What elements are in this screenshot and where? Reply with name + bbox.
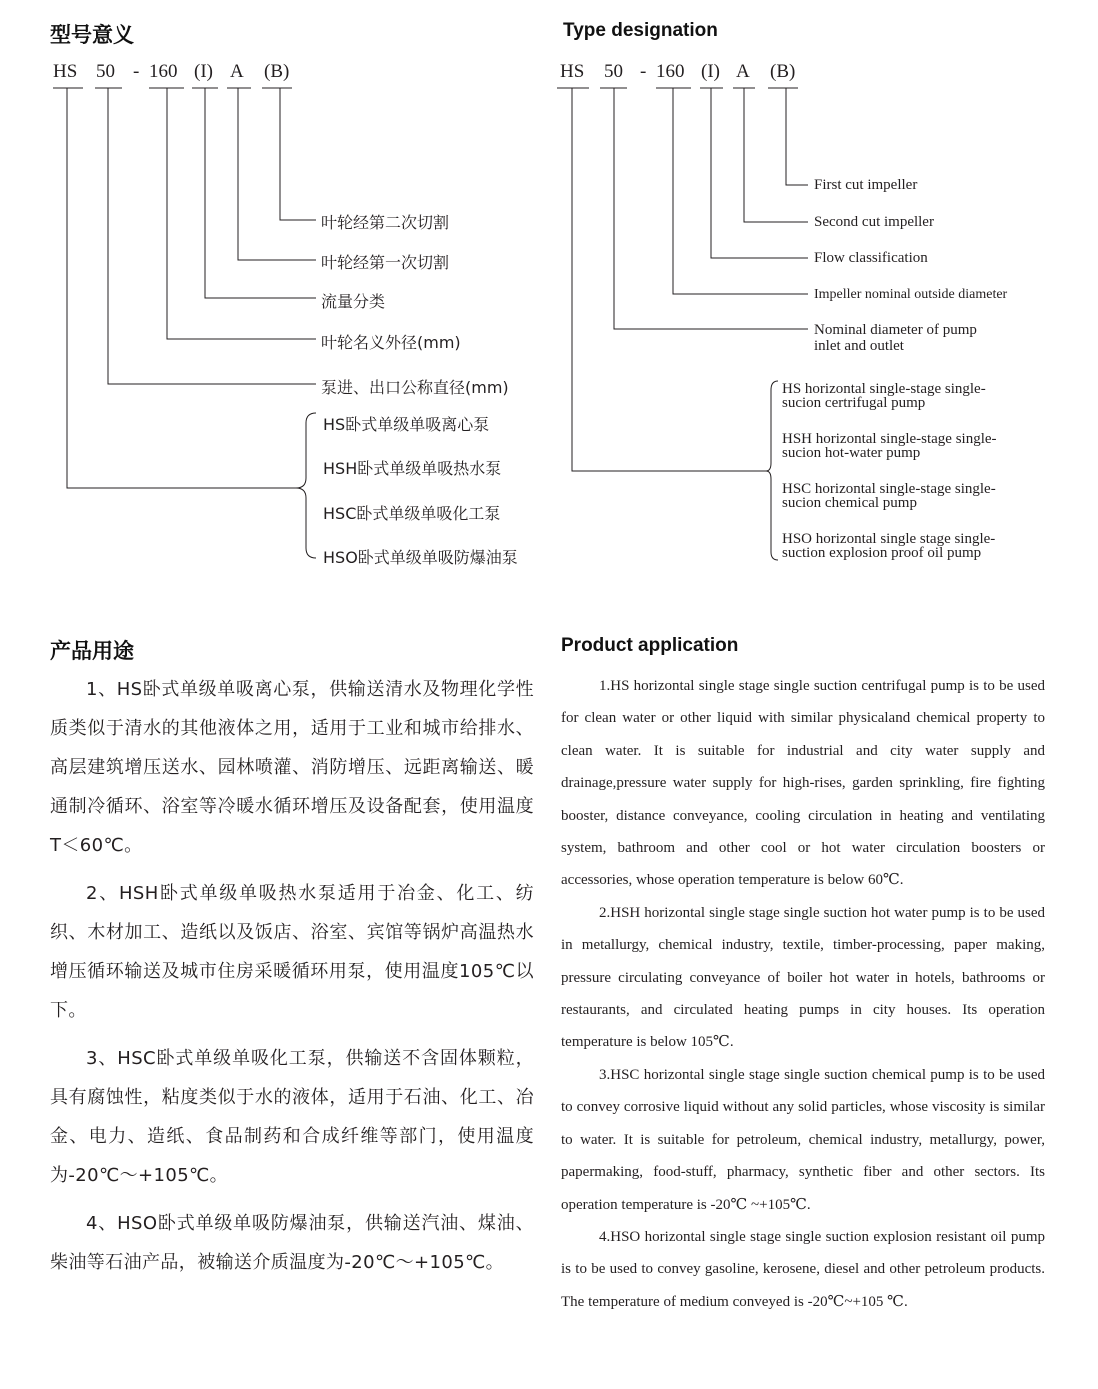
code-b: (B) — [264, 61, 290, 82]
type-hsh-en-1: HSH horizontal single-stage single- — [782, 431, 997, 447]
application-en-item-3: 3.HSC horizontal single stage single suction chemical pump is to be used to convey corrosive liquid without any solid particles, whose viscosity is similar to water. It is suitable for petroleum, chemical industry, metallurgy, power, papermaking, food-stuff, pharmacy, synthetic fiber and other sectors. Its operation temperature is -20℃ ~+105℃. — [561, 1066, 1045, 1213]
label-first-cut-en: First cut impeller — [814, 177, 918, 193]
label-flow-en: Flow classification — [814, 250, 928, 266]
type-hsc-en-2: sucion chemical pump — [782, 495, 917, 511]
label-second-cut-en: Second cut impeller — [814, 214, 934, 230]
type-hs-en-1: HS horizontal single-stage single- — [782, 381, 986, 397]
application-en-item-2: 2.HSH horizontal single stage single suction hot water pump is to be used in metallurgy, chemical industry, textile, timber-processing, paper making, pressure circulating conveyance of boiler hot water in hotels, bathrooms or restaurants, and circulated heating pumps in city houses. Its operation temperature is below 105℃. — [561, 904, 1045, 1051]
application-zh-item-4: 4、HSO卧式单级单吸防爆油泵，供输送汽油、煤油、柴油等石油产品，被输送介质温度为-20℃～+105℃。 — [50, 1213, 534, 1273]
label-flow-zh: 流量分类 — [321, 292, 386, 311]
application-heading-zh: 产品用途 — [50, 639, 134, 663]
code-dash: - — [133, 61, 140, 82]
code-a: A — [230, 61, 244, 82]
code-160: 160 — [149, 61, 178, 82]
code-b-en: (B) — [770, 61, 796, 82]
label-inlet-outlet-zh: 泵进、出口公称直径(mm) — [321, 378, 509, 397]
application-en-item-4: 4.HSO horizontal single stage single suction explosion resistant oil pump is to be used to convey gasoline, kerosene, diesel and other petroleum products. The temperature of medium conveyed is -20℃~+105 ℃. — [561, 1228, 1045, 1310]
application-zh-item-2: 2、HSH卧式单级单吸热水泵适用于冶金、化工、纺织、木材加工、造纸以及饭店、浴室、宾馆等锅炉高温热水增压循环输送及城市住房采暖循环用泵，使用温度105℃以下。 — [50, 883, 534, 1021]
code-dash-en: - — [640, 61, 647, 82]
code-hs: HS — [53, 61, 78, 82]
code-160-en: 160 — [656, 61, 685, 82]
code-i-en: (I) — [701, 61, 720, 82]
label-second-cut-zh: 叶轮经第二次切割 — [321, 213, 450, 232]
label-impeller-dia-en: Impeller nominal outside diameter — [814, 287, 1008, 302]
application-heading-en: Product application — [561, 635, 739, 656]
code-50: 50 — [96, 61, 115, 82]
type-hso-en-2: suction explosion proof oil pump — [782, 545, 982, 561]
type-hso-en-1: HSO horizontal single stage single- — [782, 531, 996, 547]
code-i: (I) — [194, 61, 213, 82]
type-hs-en-2: sucion certrifugal pump — [782, 395, 926, 411]
label-impeller-dia-zh: 叶轮名义外径(mm) — [321, 333, 461, 352]
label-first-cut-zh: 叶轮经第一次切割 — [321, 253, 450, 272]
label-inlet-outlet-en-1: Nominal diameter of pump — [814, 322, 977, 338]
type-designation-heading: Type designation — [563, 20, 718, 41]
type-hsc-en-1: HSC horizontal single-stage single- — [782, 481, 996, 497]
application-text-en — [561, 670, 1045, 1318]
type-hsh-en-2: sucion hot-water pump — [782, 445, 921, 461]
application-en-item-1: 1.HS horizontal single stage single suction centrifugal pump is to be used for clean water or other liquid with similar physicaland chemical property to clean water. It is suitable for industrial and city water supply and drainage,pressure water supply for high-rises, garden sprinkling, fire fighting booster, distance conveyance, cooling circulation in heating and ventilating system, bathroom and other cool or hot water circulation boosters or accessories, whose operation temperature is below 60℃. — [561, 678, 1045, 889]
code-a-en: A — [736, 61, 750, 82]
label-inlet-outlet-en-2: inlet and outlet — [814, 338, 904, 354]
application-text-zh — [50, 670, 534, 1291]
code-hs-en: HS — [560, 61, 585, 82]
type-hso-zh: HSO卧式单级单吸防爆油泵 — [323, 548, 518, 567]
code-50-en: 50 — [604, 61, 623, 82]
application-zh-item-1: 1、HS卧式单级单吸离心泵，供输送清水及物理化学性质类似于清水的其他液体之用，适用于工业和城市给排水、高层建筑增压送水、园林喷灌、消防增压、远距离输送、暖通制冷循环、浴室等冷暖水循环增压及设备配套，使用温度T＜60℃。 — [50, 679, 534, 856]
model-meaning-heading: 型号意义 — [50, 23, 134, 47]
type-hsh-zh: HSH卧式单级单吸热水泵 — [323, 459, 502, 478]
application-zh-item-3: 3、HSC卧式单级单吸化工泵，供输送不含固体颗粒，具有腐蚀性，粘度类似于水的液体，适用于石油、化工、冶金、电力、造纸、食品制药和合成纤维等部门，使用温度为-20℃～+105℃。 — [50, 1048, 534, 1186]
type-hsc-zh: HSC卧式单级单吸化工泵 — [323, 504, 501, 523]
type-hs-zh: HS卧式单级单吸离心泵 — [323, 415, 490, 434]
